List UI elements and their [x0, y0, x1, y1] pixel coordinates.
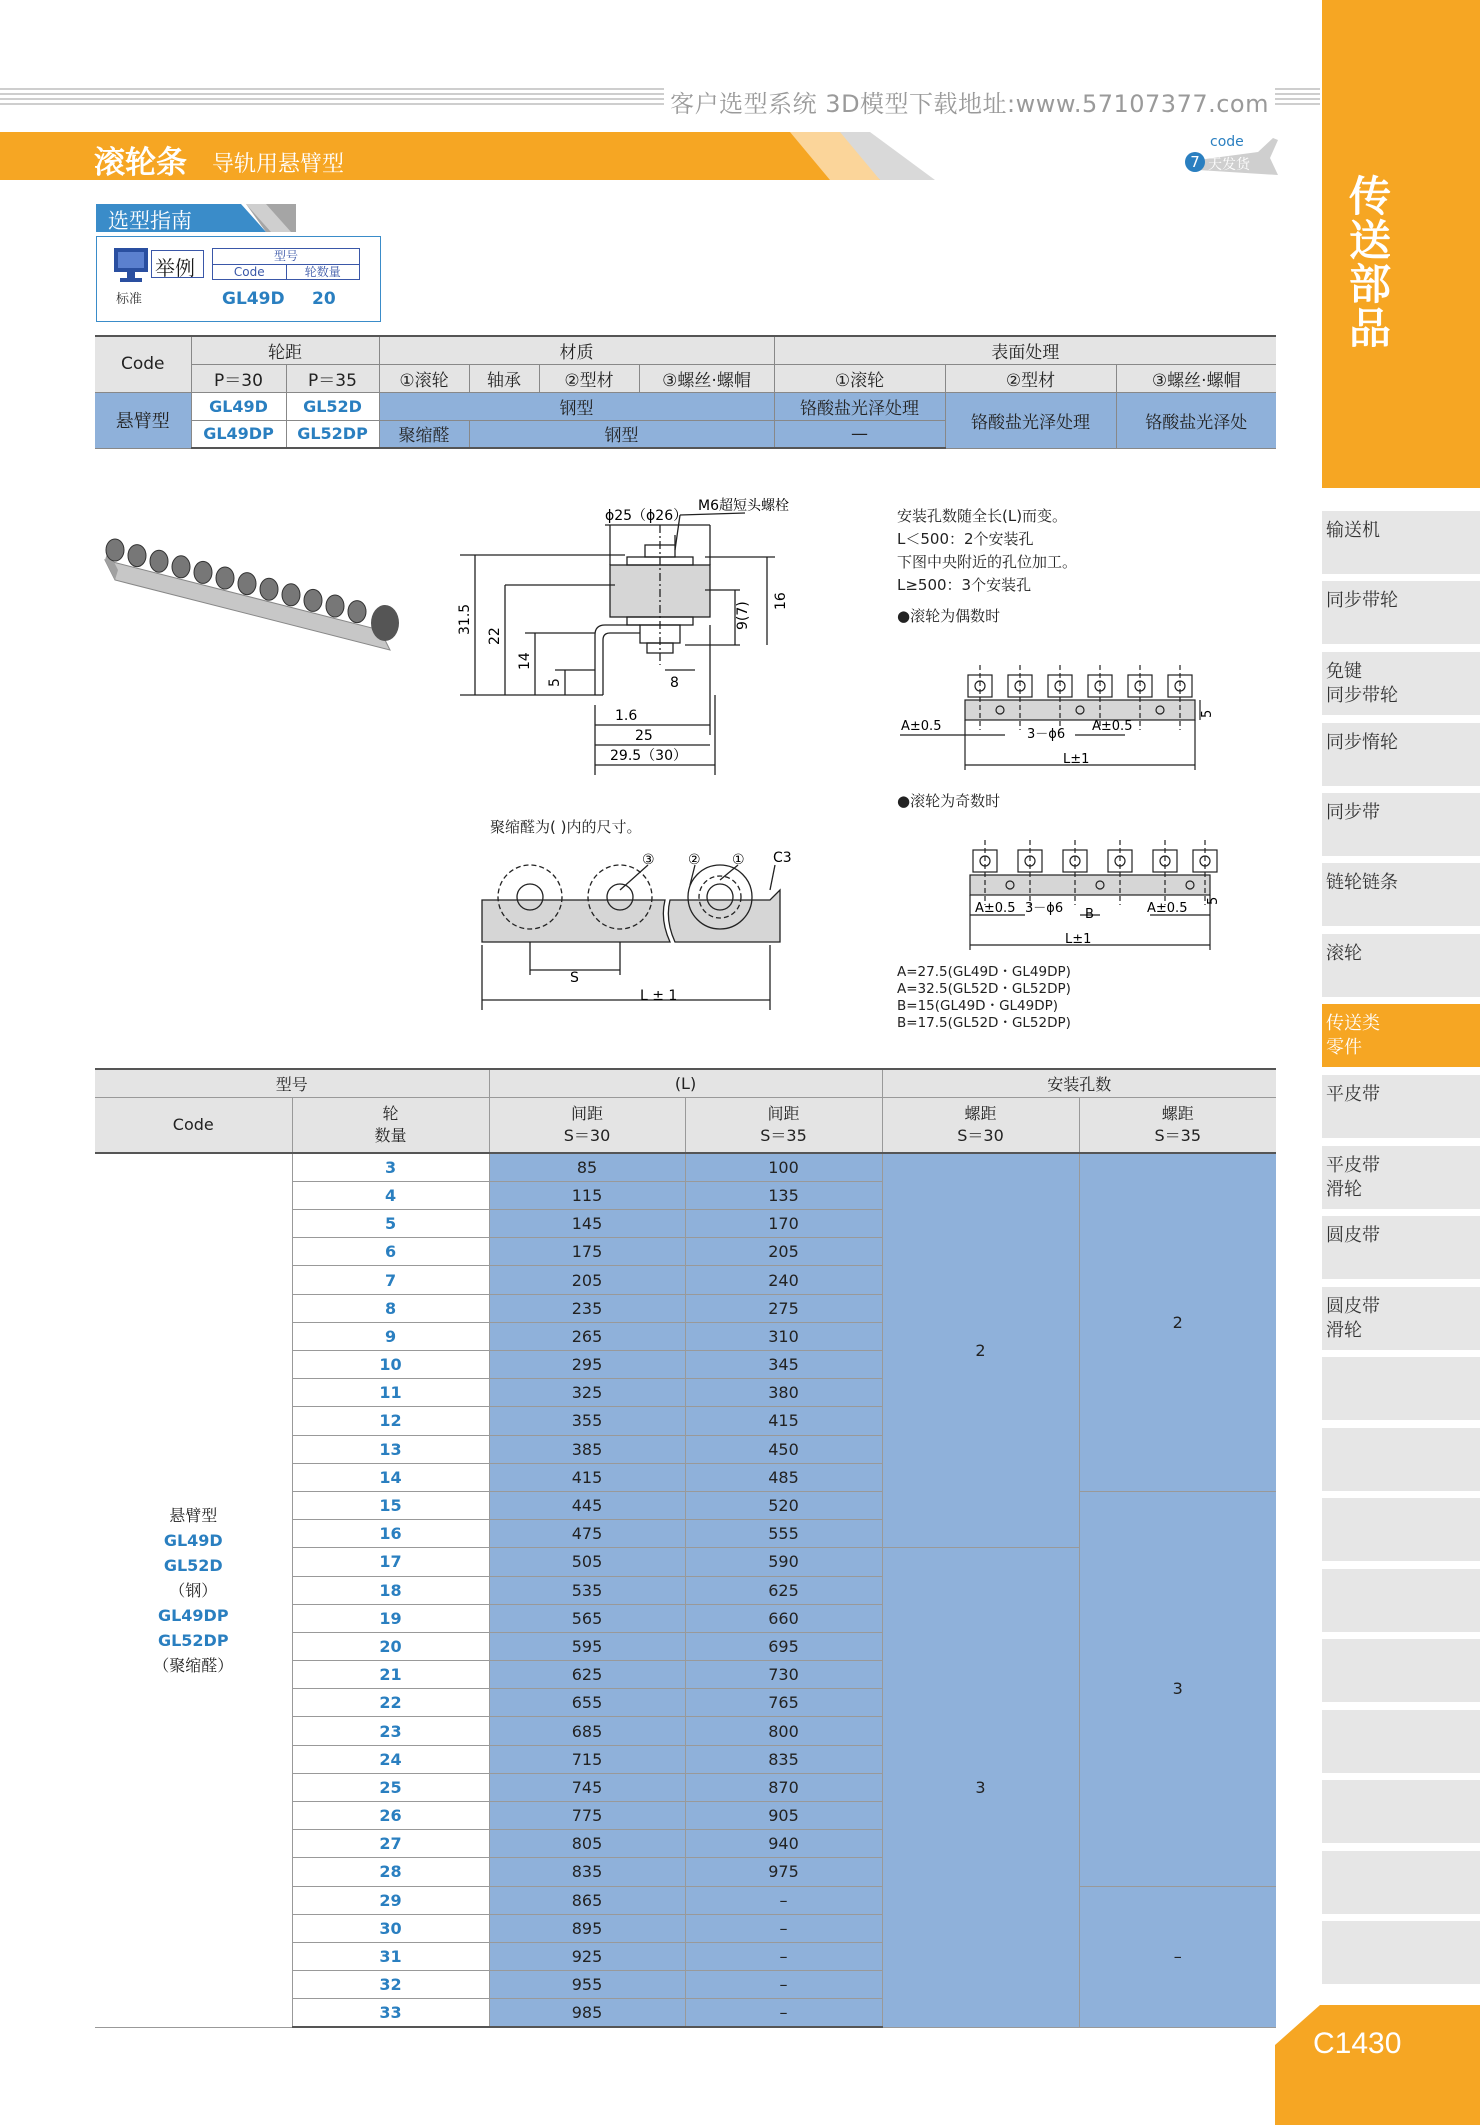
spec-h-p30: P＝30 — [191, 364, 286, 392]
dim-roller-count: 29 — [292, 1886, 489, 1914]
dim-length-s30: 445 — [489, 1491, 685, 1519]
sidebar-tab[interactable]: 同步带 — [1322, 792, 1480, 856]
sidebar-tab[interactable]: 圆皮带 滑轮 — [1322, 1286, 1480, 1350]
dim-length-s35: 940 — [685, 1830, 882, 1858]
note-a1: A=27.5(GL49D・GL49DP) — [897, 964, 1071, 980]
dim-length-s35: 275 — [685, 1294, 882, 1322]
spec-r1-p30: GL49D — [191, 392, 286, 420]
dim-roller-count: 17 — [292, 1548, 489, 1576]
dim-5: 5 — [547, 678, 563, 687]
callout-3: ③ — [642, 852, 655, 868]
product-roller — [260, 578, 278, 600]
odd-a-left: A±0.5 — [975, 901, 1016, 916]
note-even: ●滚轮为偶数时 — [897, 607, 1001, 625]
dim-roller-count: 4 — [292, 1181, 489, 1209]
guide-example-label: 举例 — [155, 256, 195, 280]
badge-days: 7 — [1190, 153, 1200, 171]
product-photo — [100, 520, 405, 660]
callout-1: ① — [732, 852, 745, 868]
dim-length-s35: 100 — [685, 1153, 882, 1181]
dim-22: 22 — [487, 627, 503, 645]
dim-length-s30: 145 — [489, 1210, 685, 1238]
page-number-bg — [1275, 2005, 1480, 2125]
product-roller — [304, 589, 322, 611]
dimension-table — [95, 1068, 1276, 2028]
dim-length-s35: 415 — [685, 1407, 882, 1435]
dim-roller-count: 8 — [292, 1294, 489, 1322]
chamfer-c3: C3 — [773, 850, 792, 866]
sidebar-tab[interactable]: 链轮链条 — [1322, 862, 1480, 926]
dim-code-line: （聚缩醛） — [153, 1655, 234, 1675]
dim-roller-count: 33 — [292, 1999, 489, 2027]
dim-length-s35: 870 — [685, 1773, 882, 1801]
dim-25: 25 — [635, 728, 653, 744]
dim-roller-count: 24 — [292, 1745, 489, 1773]
page-title: 滚轮条 — [94, 145, 187, 181]
dim-length-s35: 730 — [685, 1661, 882, 1689]
spec-h-s-screw: ③螺丝·螺帽 — [1116, 364, 1276, 392]
dim-roller-count: 26 — [292, 1802, 489, 1830]
spec-r2-roller: 聚缩醛 — [379, 420, 469, 448]
dim-length-s35: 240 — [685, 1266, 882, 1294]
sidebar-tab-empty — [1322, 1920, 1480, 1984]
dim-roller-count: 28 — [292, 1858, 489, 1886]
even-holes-drawing — [895, 640, 1225, 775]
badge-code: code — [1210, 134, 1244, 150]
even-l: L±1 — [1063, 752, 1090, 767]
even-a-right: A±0.5 — [1092, 719, 1133, 734]
dim-l: L ± 1 — [640, 988, 678, 1004]
dim-length-s35: 485 — [685, 1463, 882, 1491]
sidebar-tab-empty — [1322, 1638, 1480, 1702]
dim-roller-count: 3 — [292, 1153, 489, 1181]
spec-h-pitch: 轮距 — [191, 336, 379, 364]
sidebar-tab[interactable]: 平皮带 滑轮 — [1322, 1145, 1480, 1209]
spec-r2-p30: GL49DP — [191, 420, 286, 448]
odd-l: L±1 — [1065, 932, 1092, 947]
guide-standard-label: 标准 — [116, 292, 143, 307]
dim-length-s30: 715 — [489, 1745, 685, 1773]
sidebar-tab-empty — [1322, 1427, 1480, 1491]
dim-roller-count: 25 — [292, 1773, 489, 1801]
dim-roller-count: 19 — [292, 1604, 489, 1632]
badge-text: 天发货 — [1208, 157, 1250, 173]
dim-code-line: GL52D — [163, 1555, 223, 1575]
guide-example-frame — [151, 250, 204, 278]
spec-r2-surface-roller: — — [774, 420, 945, 448]
dim-length-s35: 800 — [685, 1717, 882, 1745]
dim-roller-count: 14 — [292, 1463, 489, 1491]
spec-h-m-profile: ②型材 — [539, 364, 639, 392]
dim-length-s35: 345 — [685, 1351, 882, 1379]
product-roller — [172, 556, 190, 578]
dim-length-s30: 505 — [489, 1548, 685, 1576]
dim-16: 16 — [773, 592, 789, 610]
dim-length-s30: 745 — [489, 1773, 685, 1801]
spec-h-s-roller: ①滚轮 — [774, 364, 945, 392]
note-line-4: L≥500：3个安装孔 — [897, 576, 1032, 594]
dim-code-line: GL49D — [163, 1530, 223, 1550]
dim-holes-s30-a: 2 — [882, 1153, 1079, 1548]
sidebar-tab-empty — [1322, 1497, 1480, 1561]
page-number: C1430 — [1313, 2027, 1402, 2060]
spec-h-m-screw: ③螺丝·螺帽 — [639, 364, 774, 392]
callout-2: ② — [688, 852, 701, 868]
guide-model-box — [212, 248, 360, 280]
dim-roller-count: 22 — [292, 1689, 489, 1717]
dim-roller-count: 11 — [292, 1379, 489, 1407]
guide-title: 选型指南 — [108, 209, 192, 233]
spec-r1-surface-roller: 铬酸盐光泽处理 — [774, 392, 945, 420]
dim-holes-s35-c: – — [1079, 1886, 1276, 2027]
dim-code-line: 悬臂型 — [169, 1505, 218, 1525]
dim-roller-count: 20 — [292, 1632, 489, 1660]
dim-roller-count: 15 — [292, 1491, 489, 1519]
dim-roller-count: 21 — [292, 1661, 489, 1689]
odd-five: 5 — [1206, 896, 1221, 905]
front-view-drawing — [470, 850, 800, 1010]
dim-length-s30: 475 — [489, 1520, 685, 1548]
note-a2: A=32.5(GL52D・GL52DP) — [897, 981, 1071, 997]
guide-code-label: Code — [233, 265, 265, 279]
sidebar-tab-empty — [1322, 1850, 1480, 1914]
note-line-3: 下图中央附近的孔位加工。 — [897, 553, 1078, 571]
dim-length-s35: 590 — [685, 1548, 882, 1576]
spec-surface-profile: 铬酸盐光泽处理 — [945, 392, 1116, 448]
dim-length-s30: 685 — [489, 1717, 685, 1745]
dim-code-cell — [95, 1153, 292, 2027]
product-roller — [348, 601, 366, 623]
dim-length-s30: 955 — [489, 1971, 685, 1999]
product-roller — [128, 545, 146, 567]
dim-length-s35: – — [685, 1942, 882, 1970]
spec-h-material: 材质 — [379, 336, 774, 364]
sidebar-tab[interactable]: 同步带轮 — [1322, 580, 1480, 644]
dim-roller-count: 9 — [292, 1322, 489, 1350]
delivery-badge-icon — [1178, 130, 1283, 182]
dim-length-s35: 660 — [685, 1604, 882, 1632]
guide-count-label: 轮数量 — [286, 265, 360, 279]
dim-length-s30: 865 — [489, 1886, 685, 1914]
sidebar-tab-empty — [1322, 1779, 1480, 1843]
dim-h-code: Code — [95, 1097, 292, 1153]
dim-length-s30: 625 — [489, 1661, 685, 1689]
spec-surface-screw: 铬酸盐光泽处 — [1116, 392, 1276, 448]
dim-length-s35: 695 — [685, 1632, 882, 1660]
dim-length-s30: 295 — [489, 1351, 685, 1379]
dim-length-s30: 535 — [489, 1576, 685, 1604]
header-site-text: 客户选型系统 3D模型下载地址:www.57107377.com — [664, 84, 1275, 119]
dim-9: 9(7) — [735, 601, 751, 630]
sidebar-tab-empty — [1322, 1709, 1480, 1773]
even-a-left: A±0.5 — [901, 719, 942, 734]
dim-roller-count: 31 — [292, 1942, 489, 1970]
product-roller — [216, 567, 234, 589]
dim-length-s30: 355 — [489, 1407, 685, 1435]
dim-roller-count: 18 — [292, 1576, 489, 1604]
spec-h-code: Code — [95, 336, 191, 392]
dim-h-p30: 螺距 S＝30 — [882, 1097, 1079, 1153]
sidebar-tab[interactable]: 同步惰轮 — [1322, 722, 1480, 786]
odd-b-label: B — [1085, 907, 1094, 922]
dim-roller-count: 13 — [292, 1435, 489, 1463]
dim-length-s30: 235 — [489, 1294, 685, 1322]
sidebar-tab[interactable]: 输送机 — [1322, 510, 1480, 574]
dim-holes-s35-b: 3 — [1079, 1491, 1276, 1886]
dim-roller-count: 6 — [292, 1238, 489, 1266]
dim-length-s35: – — [685, 1971, 882, 1999]
dim-length-s35: – — [685, 1886, 882, 1914]
dim-length-s35: 205 — [685, 1238, 882, 1266]
dim-length-s30: 595 — [489, 1632, 685, 1660]
dim-roller-count: 30 — [292, 1914, 489, 1942]
dim-roller-count: 10 — [292, 1351, 489, 1379]
dim-h-holes: 安装孔数 — [882, 1069, 1276, 1097]
product-roller — [150, 550, 168, 572]
dim-length-s35: 380 — [685, 1379, 882, 1407]
sidebar-tab-empty — [1322, 1568, 1480, 1632]
dim-code-line: GL49DP — [157, 1605, 229, 1625]
dim-roller-count: 16 — [292, 1520, 489, 1548]
spec-h-p35: P＝35 — [286, 364, 379, 392]
spec-r2-p35: GL52DP — [286, 420, 379, 448]
sidebar-tab[interactable]: 免键 同步带轮 — [1322, 651, 1480, 715]
note-odd: ●滚轮为奇数时 — [897, 792, 1001, 810]
dim-14: 14 — [517, 652, 533, 670]
dim-29-5: 29.5（30） — [610, 748, 687, 764]
dim-length-s30: 175 — [489, 1238, 685, 1266]
note-line-2: L＜500：2个安装孔 — [897, 530, 1034, 548]
note-ab-values — [897, 964, 1071, 1032]
dim-length-s35: – — [685, 1914, 882, 1942]
monitor-icon — [112, 246, 152, 286]
note-holes — [897, 505, 1077, 628]
dim-roller-count: 5 — [292, 1210, 489, 1238]
product-roller — [194, 561, 212, 583]
dim-length-s30: 385 — [489, 1435, 685, 1463]
sidebar-tab[interactable]: 传送类 零件 — [1322, 1003, 1480, 1067]
dim-roller-count: 12 — [292, 1407, 489, 1435]
note-b1: B=15(GL49D・GL49DP) — [897, 998, 1059, 1014]
dim-length-s30: 925 — [489, 1942, 685, 1970]
dim-s: S — [570, 970, 579, 986]
note-line-1: 安装孔数随全长(L)而变。 — [897, 507, 1068, 525]
dim-length-s35: 765 — [685, 1689, 882, 1717]
spec-r1-material: 钢型 — [379, 392, 774, 420]
spec-h-m-roller: ①滚轮 — [379, 364, 469, 392]
dim-length-s35: 835 — [685, 1745, 882, 1773]
dim-8: 8 — [670, 675, 679, 691]
polyacetal-note: 聚缩醛为( )内的尺寸。 — [490, 818, 642, 836]
spec-h-surface: 表面处理 — [774, 336, 1276, 364]
dim-length-s35: 135 — [685, 1181, 882, 1209]
dim-length-s30: 205 — [489, 1266, 685, 1294]
product-roller — [106, 539, 124, 561]
dim-h-s30: 间距 S＝30 — [489, 1097, 685, 1153]
dim-length-s35: 555 — [685, 1520, 882, 1548]
guide-count-value: 20 — [312, 289, 336, 309]
dim-length-s30: 85 — [489, 1153, 685, 1181]
dim-holes-s30-b: 3 — [882, 1548, 1079, 2027]
dim-length-s35: 450 — [685, 1435, 882, 1463]
spec-r2-material: 钢型 — [469, 420, 774, 448]
spec-r1-p35: GL52D — [286, 392, 379, 420]
dim-h-count: 轮 数量 — [292, 1097, 489, 1153]
dim-roller-count: 32 — [292, 1971, 489, 1999]
dim-31: 31.5 — [457, 603, 473, 635]
dim-code-line: GL52DP — [157, 1630, 229, 1650]
dim-length-s30: 415 — [489, 1463, 685, 1491]
dim-roller-count: 27 — [292, 1830, 489, 1858]
guide-model-label: 型号 — [273, 249, 298, 263]
dim-h-length: (L) — [489, 1069, 882, 1097]
dim-roller-count: 7 — [292, 1266, 489, 1294]
guide-code-value: GL49D — [222, 289, 285, 309]
dim-length-s30: 835 — [489, 1858, 685, 1886]
bolt-label: M6超短头螺栓 — [698, 498, 789, 514]
dim-h-s35: 间距 S＝35 — [685, 1097, 882, 1153]
dim-code-line: （钢） — [169, 1580, 218, 1600]
spec-row-label: 悬臂型 — [95, 392, 191, 448]
spec-h-s-profile: ②型材 — [945, 364, 1116, 392]
sidebar-tab[interactable]: 滚轮 — [1322, 933, 1480, 997]
dim-length-s30: 265 — [489, 1322, 685, 1350]
even-five: 5 — [1200, 709, 1215, 718]
dim-phi: ϕ25（ϕ26） — [605, 508, 688, 524]
dim-length-s30: 565 — [489, 1604, 685, 1632]
dim-length-s35: 520 — [685, 1491, 882, 1519]
dim-1-6: 1.6 — [615, 708, 638, 724]
odd-hole-label: 3－ϕ6 — [1025, 901, 1064, 916]
dim-length-s30: 805 — [489, 1830, 685, 1858]
note-b2: B=17.5(GL52D・GL52DP) — [897, 1015, 1071, 1031]
dim-length-s30: 895 — [489, 1914, 685, 1942]
dim-h-model: 型号 — [95, 1069, 489, 1097]
dim-length-s35: 905 — [685, 1802, 882, 1830]
dim-length-s30: 655 — [489, 1689, 685, 1717]
product-roller — [238, 573, 256, 595]
product-roller — [326, 595, 344, 617]
sidebar-tab-empty — [1322, 1356, 1480, 1420]
spec-table — [95, 335, 1276, 449]
odd-a-right: A±0.5 — [1147, 901, 1188, 916]
dim-length-s35: 310 — [685, 1322, 882, 1350]
dim-length-s30: 775 — [489, 1802, 685, 1830]
spec-h-m-bearing: 轴承 — [469, 364, 539, 392]
sidebar-tab[interactable]: 圆皮带 — [1322, 1215, 1480, 1279]
dim-h-p35: 螺距 S＝35 — [1079, 1097, 1276, 1153]
dim-length-s35: – — [685, 1999, 882, 2027]
dim-length-s35: 975 — [685, 1858, 882, 1886]
dim-length-s30: 325 — [489, 1379, 685, 1407]
side-view-drawing — [455, 495, 855, 780]
dim-length-s35: 625 — [685, 1576, 882, 1604]
sidebar-title: 传送部品 — [1348, 172, 1391, 353]
sidebar-tab[interactable]: 平皮带 — [1322, 1074, 1480, 1138]
dim-length-s30: 985 — [489, 1999, 685, 2027]
dim-roller-count: 23 — [292, 1717, 489, 1745]
dim-holes-s35-a: 2 — [1079, 1153, 1276, 1491]
product-roller — [282, 584, 300, 606]
dim-length-s30: 115 — [489, 1181, 685, 1209]
page-subtitle: 导轨用悬臂型 — [212, 152, 345, 177]
even-hole-label: 3－ϕ6 — [1027, 727, 1066, 742]
dim-length-s35: 170 — [685, 1210, 882, 1238]
odd-holes-drawing — [965, 815, 1225, 955]
